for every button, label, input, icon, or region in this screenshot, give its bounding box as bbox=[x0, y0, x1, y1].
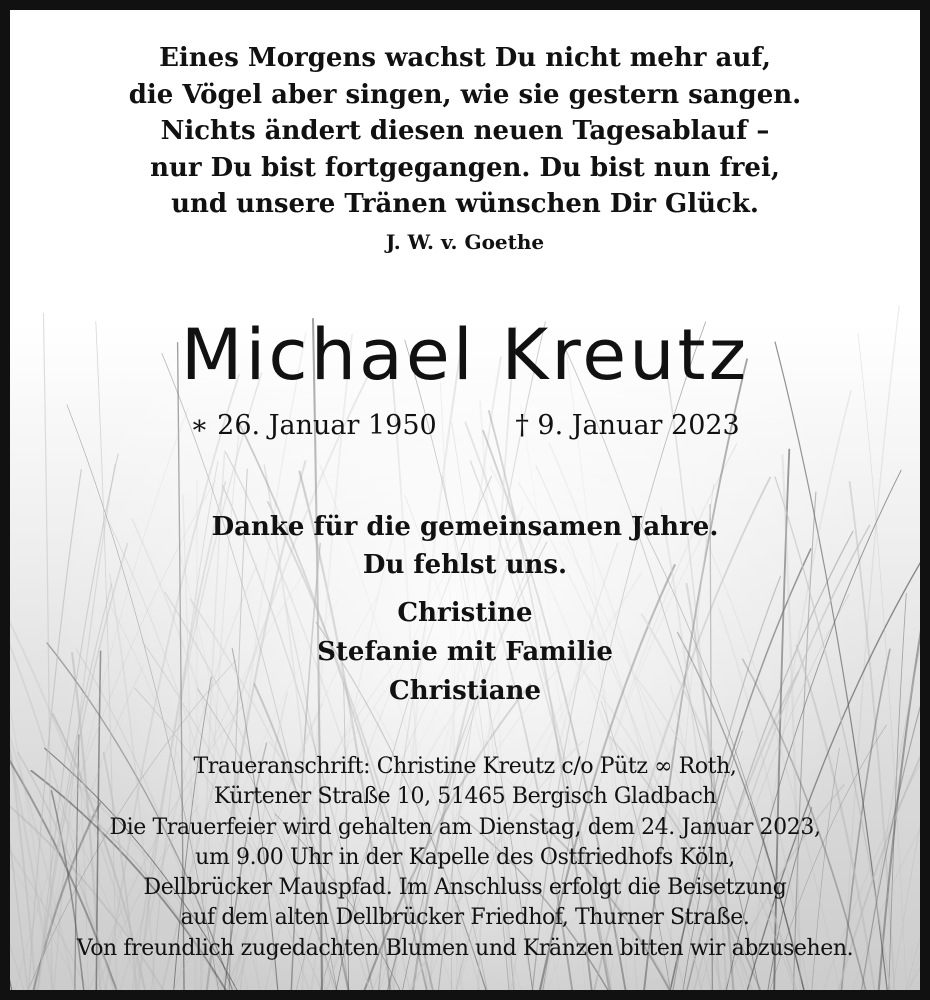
details-line: Die Trauerfeier wird gehalten am Dienstag, dem 24. Januar 2023, bbox=[109, 814, 821, 840]
funeral-details bbox=[10, 752, 920, 964]
poem-line: Nichts ändert diesen neuen Tagesablauf – bbox=[160, 116, 770, 146]
poem-line: nur Du bist fortgegangen. Du bist nun frei, bbox=[150, 152, 780, 183]
death-date: † 9. Januar 2023 bbox=[515, 410, 740, 441]
mourner-name: Christiane bbox=[389, 676, 541, 706]
thanks-message bbox=[10, 508, 920, 584]
birth-date: ∗ 26. Januar 1950 bbox=[190, 410, 437, 441]
details-line: Kürtener Straße 10, 51465 Bergisch Gladbach bbox=[213, 784, 717, 810]
details-line: auf dem alten Dellbrücker Friedhof, Thurner Straße. bbox=[180, 905, 750, 931]
poem bbox=[10, 40, 920, 223]
mourners-list bbox=[10, 594, 920, 711]
poem-line: die Vögel aber singen, wie sie gestern sangen. bbox=[128, 79, 802, 110]
deceased-name: Michael Kreutz bbox=[180, 314, 750, 396]
details-line: um 9.00 Uhr in der Kapelle des Ostfriedhofs Köln, bbox=[195, 844, 735, 870]
mourner-name: Christine bbox=[397, 598, 533, 628]
poem-line: und unsere Tränen wünschen Dir Glück. bbox=[171, 189, 759, 219]
mourner-name: Stefanie mit Familie bbox=[317, 637, 613, 667]
details-line: Von freundlich zugedachten Blumen und Kränzen bitten wir abzusehen. bbox=[76, 935, 854, 961]
thanks-line: Du fehlst uns. bbox=[362, 550, 568, 580]
life-dates bbox=[10, 408, 920, 444]
poem-author: J. W. v. Goethe bbox=[385, 230, 545, 254]
details-line: Traueranschrift: Christine Kreutz c/o Pütz ∞ Roth, bbox=[193, 754, 737, 779]
poem-line: Eines Morgens wachst Du nicht mehr auf, bbox=[159, 43, 771, 73]
thanks-line: Danke für die gemeinsamen Jahre. bbox=[211, 512, 719, 542]
details-line: Dellbrücker Mauspfad. Im Anschluss erfolgt die Beisetzung bbox=[143, 875, 787, 901]
